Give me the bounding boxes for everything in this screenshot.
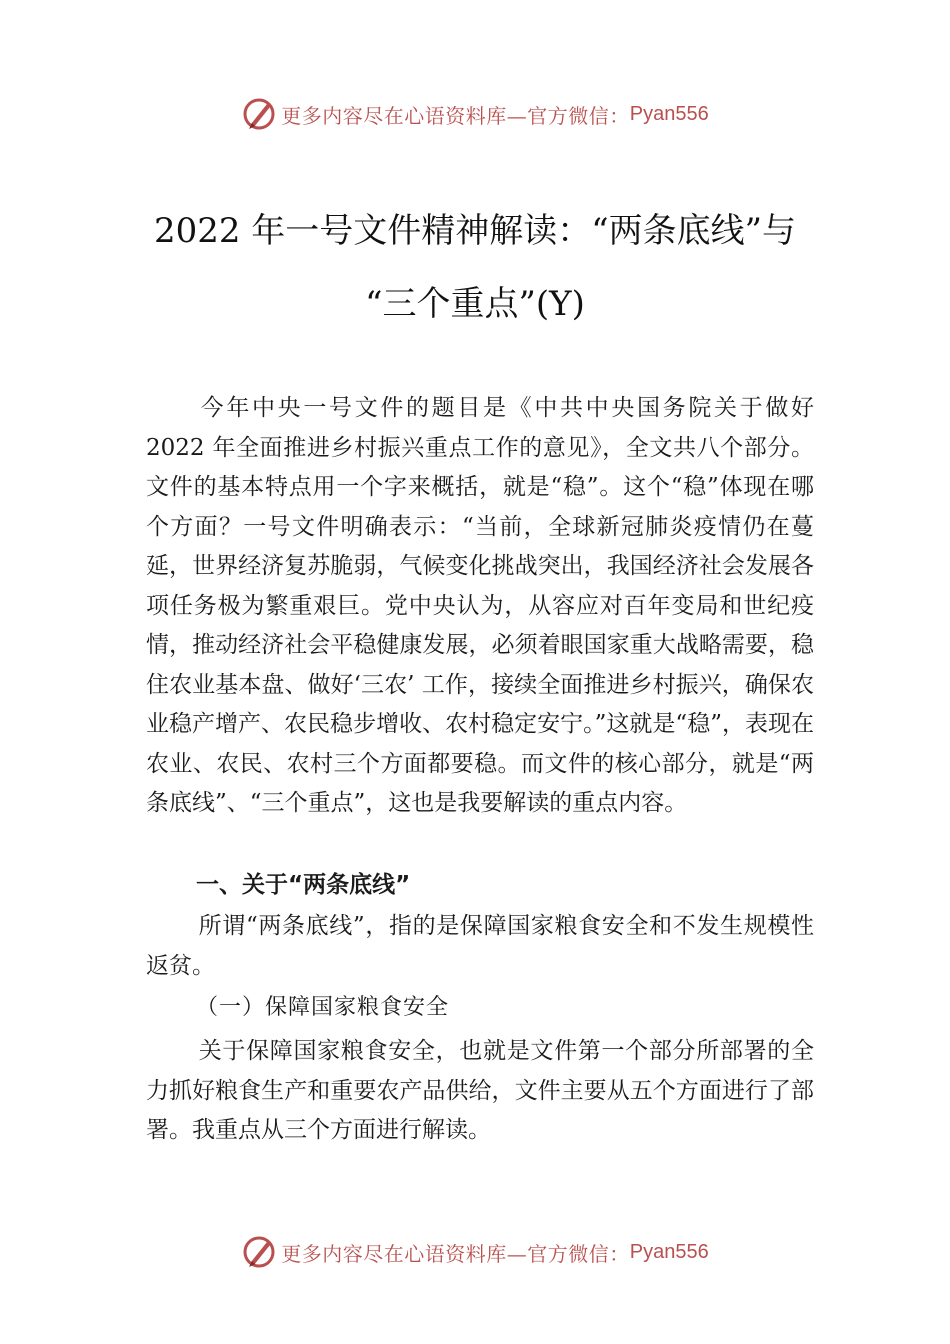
paragraph-two-bottom-lines (146, 907, 814, 986)
pen-logo-icon (241, 1234, 277, 1270)
subsection-heading-1: （一）保障国家粮食安全 (196, 995, 450, 1020)
footer-banner (0, 1232, 950, 1272)
paragraph-intro (146, 389, 814, 824)
paragraph-food-security (146, 1032, 814, 1151)
document-title-line-2: “三个重点”(Y) (365, 284, 585, 324)
document-title-line-1: 2022 年一号文件精神解读：“两条底线”与 (153, 211, 797, 251)
pen-logo-icon (241, 96, 277, 132)
header-banner (0, 94, 950, 134)
banner-text: 更多内容尽在心语资料库—官方微信： (281, 1241, 630, 1266)
banner-wechat-id: Pyan556 (629, 1240, 709, 1263)
banner-wechat-id: Pyan556 (629, 102, 709, 125)
paragraph-intro-text: 今年中央一号文件的题目是《中共中央国务院关于做好 2022 年全面推进乡村振兴重点工作的意见》，全文共八个部分。文件的基本特点用一个字来概括，就是“稳”。这个“稳”体现在哪个方面？一号文件明确表示：“当前，全球新冠肺炎疫情仍在蔓延，世界经济复苏脆弱，气候变化挑战突出，我国经济社会发展各项任务极为繁重艰巨。党中央认为，从容应对百年变局和世纪疫情，推动经济社会平稳健康发展，必须着眼国家重大战略需要，稳住农业基本盘、做好‘三农’ 工作，接续全面推进乡村振兴，确保农业稳产增产、农民稳步增收、农村稳定安宁。”这就是“稳”，表现在农业、农民、农村三个方面都要稳。而文件的核心部分，就是“两条底线”、“三个重点”，这也是我要解读的重点内容。 (146, 395, 814, 816)
paragraph-two-bottom-lines-text: 所谓“两条底线”，指的是保障国家粮食安全和不发生规模性返贫。 (146, 913, 814, 979)
section-heading-1: 一、关于“两条底线” (196, 872, 411, 898)
banner-text: 更多内容尽在心语资料库—官方微信： (281, 103, 630, 128)
paragraph-food-security-text: 关于保障国家粮食安全，也就是文件第一个部分所部署的全力抓好粮食生产和重要农产品供给，文件主要从五个方面进行了部署。我重点从三个方面进行解读。 (146, 1038, 814, 1143)
